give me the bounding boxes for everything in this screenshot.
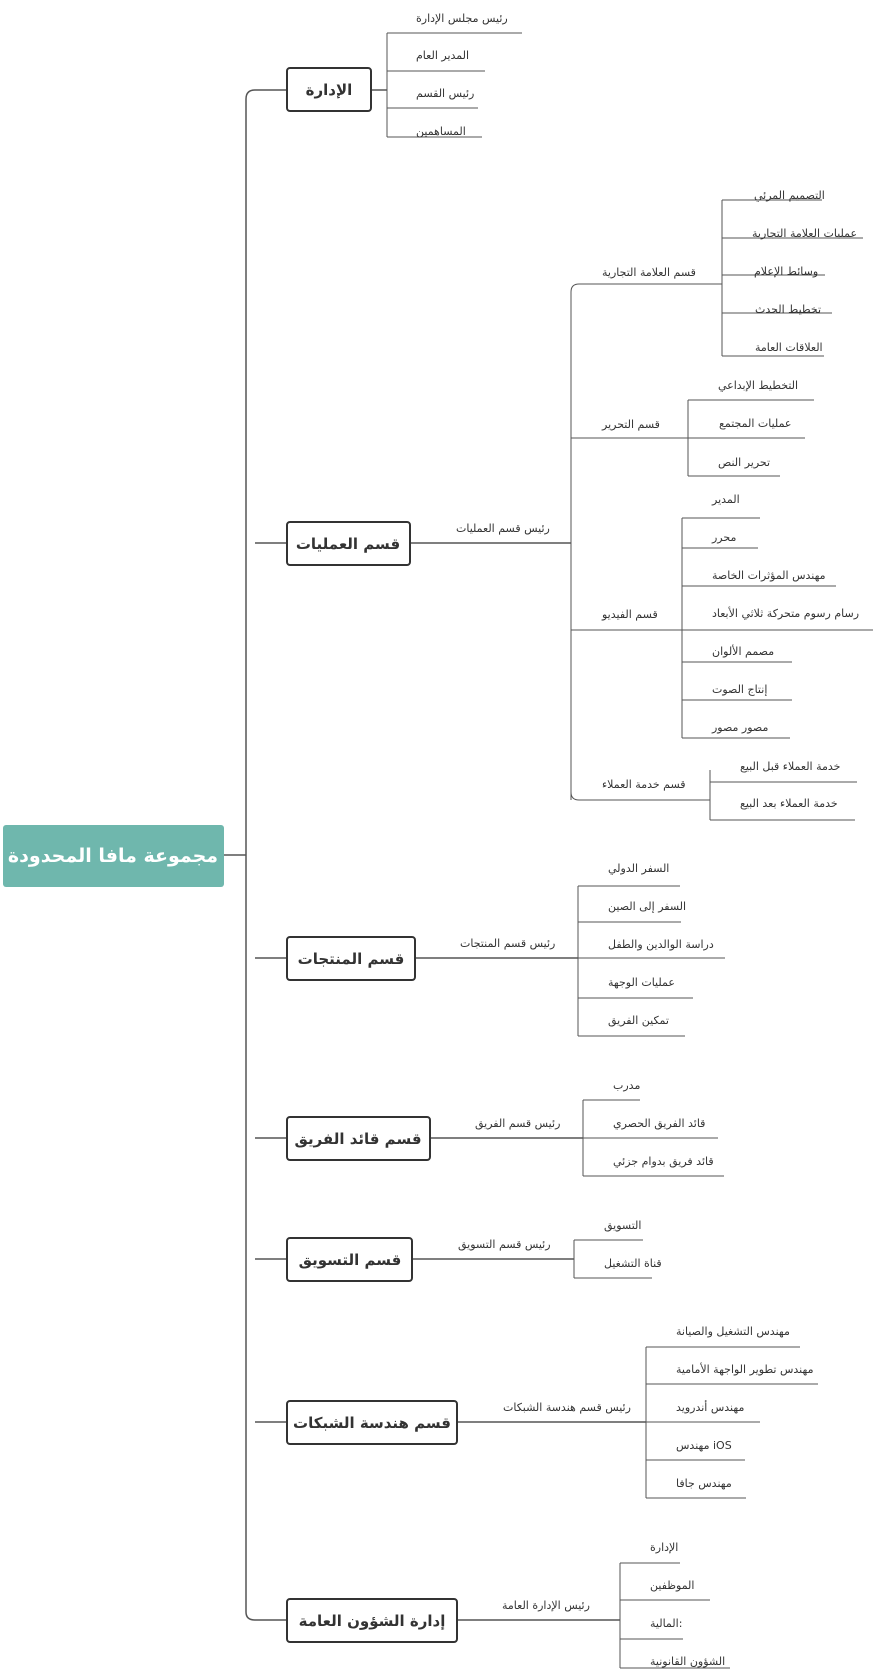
trunk-connectors (224, 90, 287, 1620)
leaf-community-operations: عمليات المجتمع (719, 417, 792, 430)
leaf-sound-production: إنتاج الصوت (712, 683, 768, 696)
leaf-destination-operations: عمليات الوجهة (608, 976, 675, 989)
group-editing: قسم التحرير (602, 418, 660, 431)
leaf-team-empowerment: تمكين الفريق (608, 1014, 669, 1027)
branch-label: الإدارة (305, 81, 353, 99)
group-video: قسم الفيديو (602, 608, 658, 621)
leaf-parttime-team-leader: قائد فريق بدوام جزئي (613, 1155, 714, 1168)
branch-team-leader (287, 1079, 724, 1176)
branch-node-operations[interactable] (287, 522, 410, 565)
branch-marketing (287, 1219, 662, 1281)
group-customer-service: قسم خدمة العملاء (602, 778, 686, 791)
leaf-operations-channel: قناة التشغيل (604, 1257, 662, 1270)
branch-administration (287, 12, 522, 138)
branch-operations (287, 189, 873, 820)
leaf-cameraman: مصور مصور (712, 721, 769, 734)
leaf-colorist: مصمم الألوان (712, 645, 775, 658)
leaf-director: المدير (712, 493, 740, 506)
leaf-parent-child-study: دراسة الوالدين والطفل (608, 938, 714, 951)
branch-products (287, 862, 725, 1036)
branch-network-engineering (287, 1325, 818, 1498)
branch-node-network-engineering[interactable] (287, 1401, 457, 1444)
branch-label: قسم قائد الفريق (294, 1130, 422, 1148)
leaf-event-planning: تخطيط الحدث (755, 303, 822, 316)
leaf-aftersales: خدمة العملاء بعد البيع (740, 797, 838, 810)
leaf-copy-editing: تحرير النص (718, 456, 771, 469)
leaf-frontend-engineer: مهندس تطوير الواجهة الأمامية (676, 1363, 814, 1376)
leaf-brand-operations: عمليات العلامة التجارية (752, 227, 858, 240)
leaf-marketing: التسويق (604, 1219, 642, 1232)
leaf-editor: محرر (712, 531, 737, 544)
leaf-visual-design: التصميم المرئي (754, 189, 825, 202)
branch-label: قسم هندسة الشبكات (293, 1414, 451, 1432)
leaf-exclusive-team-leader: قائد الفريق الحصري (613, 1117, 706, 1130)
products-head: رئيس قسم المنتجات (460, 937, 556, 950)
leaf-java-engineer: مهندس جافا (676, 1477, 732, 1490)
leaf-department-head: رئيس القسم (416, 87, 475, 100)
leaf-media: وسائط الإعلام (754, 265, 819, 278)
branch-node-team-leader[interactable] (287, 1117, 430, 1160)
branch-label: قسم التسويق (298, 1251, 402, 1269)
general-affairs-head: رئيس الإدارة العامة (502, 1599, 590, 1612)
branch-node-marketing[interactable] (287, 1238, 412, 1281)
leaf-creative-planning: التخطيط الإبداعي (718, 379, 799, 392)
leaf-staff: الموظفين (650, 1579, 695, 1592)
branch-label: قسم العمليات (295, 535, 401, 553)
leaf-android-engineer: مهندس أندرويد (676, 1401, 745, 1414)
branch-node-general-affairs[interactable] (287, 1599, 457, 1642)
branch-general-affairs (287, 1541, 730, 1668)
marketing-head: رئيس قسم التسويق (458, 1238, 551, 1251)
leaf-finance: المالية: (650, 1617, 683, 1630)
leaf-legal-affairs: الشؤون القانونية (650, 1655, 726, 1668)
leaf-international-travel: السفر الدولي (608, 862, 670, 875)
leaf-travel-china: السفر إلى الصين (608, 900, 687, 913)
leaf-ios-engineer: مهندس iOS (676, 1439, 732, 1452)
team-head: رئيس قسم الفريق (475, 1117, 561, 1130)
group-brand: قسم العلامة التجارية (602, 266, 696, 279)
root-node[interactable] (3, 825, 224, 887)
leaf-general-manager: المدير العام (416, 49, 470, 62)
leaf-board-chairman: رئيس مجلس الإدارة (416, 12, 508, 25)
leaf-public-relations: العلاقات العامة (755, 341, 823, 354)
leaf-ops-maintenance-engineer: مهندس التشغيل والصيانة (676, 1325, 790, 1338)
leaf-vfx-engineer: مهندس المؤثرات الخاصة (712, 569, 826, 582)
leaf-trainer: مدرب (613, 1079, 641, 1092)
branch-node-administration[interactable] (287, 68, 371, 111)
branch-label: إدارة الشؤون العامة (298, 1612, 446, 1630)
network-head: رئيس قسم هندسة الشبكات (503, 1401, 631, 1414)
branch-node-products[interactable] (287, 937, 415, 980)
leaf-shareholders: المساهمين (416, 125, 466, 138)
operations-head: رئيس قسم العمليات (456, 522, 550, 535)
leaf-3d-animator: رسام رسوم متحركة ثلاثي الأبعاد (712, 607, 860, 620)
branch-label: قسم المنتجات (297, 950, 405, 968)
leaf-administration: الإدارة (650, 1541, 679, 1554)
root-label: مجموعة مافا المحدودة (7, 845, 219, 867)
leaf-presales: خدمة العملاء قبل البيع (740, 760, 841, 773)
